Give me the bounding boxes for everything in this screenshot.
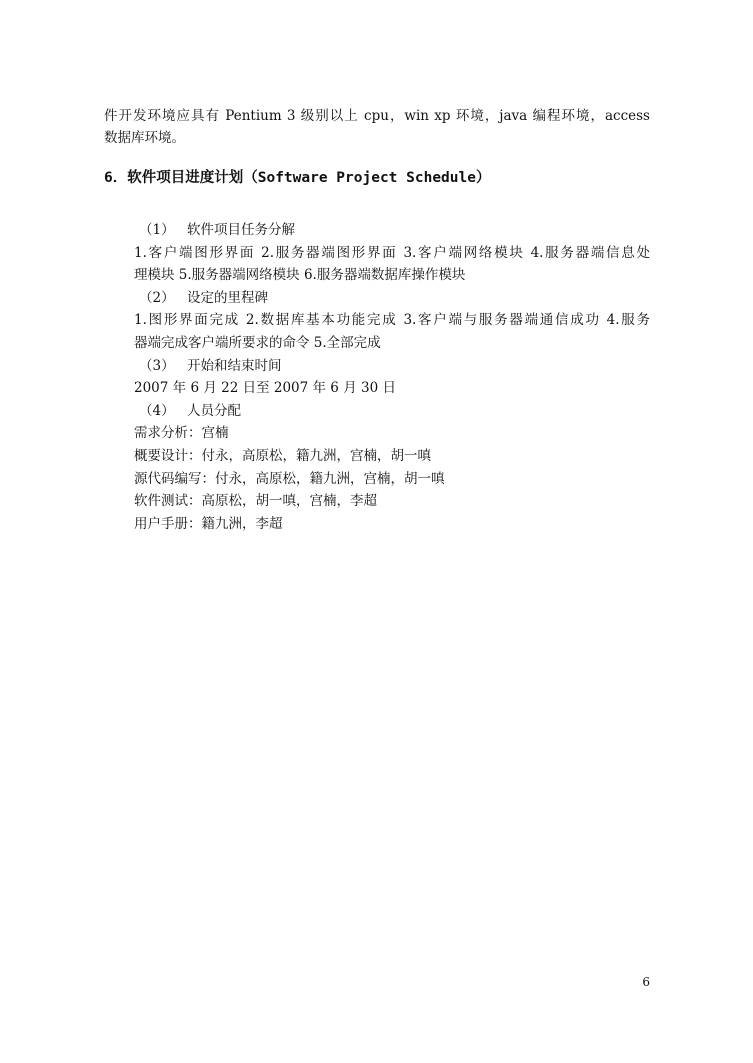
- subsection-title-text: 设定的里程碑: [187, 289, 268, 306]
- body-line: 1.图形界面完成 2.数据库基本功能完成 3.客户端与服务器端通信成功 4.服务: [134, 312, 650, 329]
- section-content: [134, 219, 650, 535]
- intro-line-1: 件开发环境应具有 Pentium 3 级别以上 cpu，win xp 环境，java 编程环境，access: [104, 108, 650, 124]
- section-heading: 6．软件项目进度计划（Software Project Schedule）: [104, 170, 491, 186]
- subsection-title-text: 人员分配: [187, 402, 241, 419]
- intro-line-2: 数据库环境。: [104, 129, 185, 146]
- subsection-title: [134, 287, 650, 310]
- page-number: 6: [642, 975, 650, 989]
- subsection-title: [134, 355, 650, 378]
- subsection-number: （2）: [139, 289, 175, 306]
- subsection-title: [134, 400, 650, 423]
- subsection-number: （3）: [139, 357, 175, 374]
- body-line: 1.客户端图形界面 2.服务器端图形界面 3.客户端网络模块 4.服务器端信息处: [134, 244, 650, 261]
- subsection-number: （1）: [139, 222, 175, 238]
- subsection-staff-assignment: [134, 400, 650, 536]
- body-line: 理模块 5.服务器端网络模块 6.服务器端数据库操作模块: [134, 267, 466, 284]
- body-line: 源代码编写：付永，高原松，籍九洲，宫楠，胡一嗔: [134, 470, 445, 487]
- body-line: 用户手册：籍九洲，李超: [134, 515, 283, 532]
- body-line: 软件测试：高原松，胡一嗔，宫楠，李超: [134, 493, 377, 510]
- subsection-number: （4）: [139, 402, 175, 419]
- body-line: 器端完成客户端所要求的命令 5.全部完成: [134, 334, 381, 351]
- intro-paragraph: [104, 106, 650, 149]
- subsection-schedule-dates: [134, 355, 650, 400]
- body-line: 概要设计：付永，高原松，籍九洲，宫楠，胡一嗔: [134, 447, 431, 464]
- subsection-title-text: 开始和结束时间: [187, 357, 282, 374]
- body-line: 需求分析：宫楠: [134, 425, 229, 442]
- subsection-title: [134, 219, 650, 242]
- subsection-milestones: [134, 287, 650, 355]
- subsection-task-breakdown: [134, 219, 650, 287]
- subsection-title-text: 软件项目任务分解: [187, 222, 295, 238]
- body-line: 2007 年 6 月 22 日至 2007 年 6 月 30 日: [134, 380, 396, 397]
